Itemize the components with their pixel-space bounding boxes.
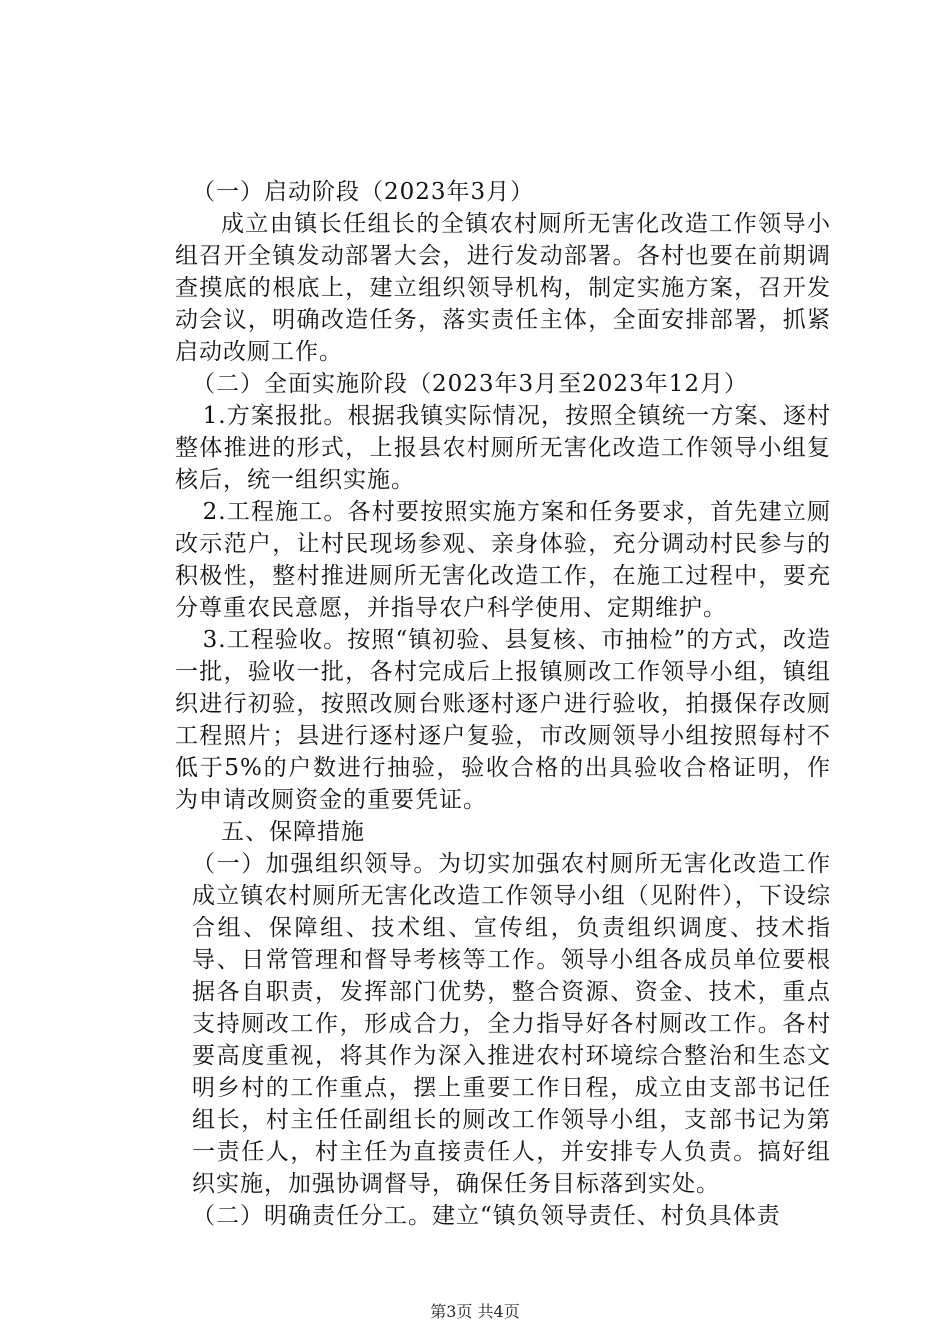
paragraph-construction: 2.工程施工。各村要按照实施方案和任务要求，首先建立厕改示范户，让村民现场参观、亲身体验，充分调动村民参与的积极性，整村推进厕所无害化改造工作，在施工过程中，要充分尊重农民意愿，并指导农户科学使用、定期维护。 (175, 499, 831, 621)
section-heading-safeguards: 五、保障措施 (221, 819, 365, 845)
paragraph-plan-approval: 1.方案报批。根据我镇实际情况，按照全镇统一方案、逐村整体推进的形式，上报县农村厕所无害化改造工作领导小组复核后，统一组织实施。 (175, 403, 831, 493)
paragraph-organization-leadership: （一）加强组织领导。为切实加强农村厕所无害化改造工作成立镇农村厕所无害化改造工作领导小组（见附件），下设综合组、保障组、技术组、宣传组，负责组织调度、技术指导、日常管理和督导考核等工作。领导小组各成员单位要根据各自职责，发挥部门优势，整合资源、资金、技术，重点支持厕改工作，形成合力，全力指导好各村厕改工作。各村要高度重视，将其作为深入推进农村环境综合整治和生态文明乡村的工作重点，摆上重要工作日程，成立由支部书记任组长，村主任任副组长的厕改工作领导小组，支部书记为第一责任人，村主任为直接责任人，并安排专人负责。搞好组织实施，加强协调督导，确保任务目标落到实处。 (192, 851, 831, 1197)
section-heading-implementation: （二）全面实施阶段（2023年3月至2023年12月） (192, 371, 748, 397)
page-footer: 第3页 共4页 (430, 1302, 520, 1321)
document-body (175, 176, 831, 1232)
section-heading-startup: （一）启动阶段（2023年3月） (192, 179, 535, 205)
paragraph-startup: 成立由镇长任组长的全镇农村厕所无害化改造工作领导小组召开全镇发动部署大会，进行发动部署。各村也要在前期调查摸底的根底上，建立组织领导机构，制定实施方案，召开发动会议，明确改造任务，落实责任主体，全面安排部署，抓紧启动改厕工作。 (175, 211, 831, 365)
paragraph-responsibility-division: （二）明确责任分工。建立“镇负领导责任、村负具体责 (192, 1203, 781, 1229)
paragraph-acceptance: 3.工程验收。按照“镇初验、县复核、市抽检”的方式，改造一批，验收一批，各村完成后上报镇厕改工作领导小组，镇组织进行初验，按照改厕台账逐村逐户进行验收，拍摄保存改厕工程照片；县进行逐村逐户复验，市改厕领导小组按照每村不低于5%的户数进行抽验，验收合格的出具验收合格证明，作为申请改厕资金的重要凭证。 (175, 627, 831, 813)
